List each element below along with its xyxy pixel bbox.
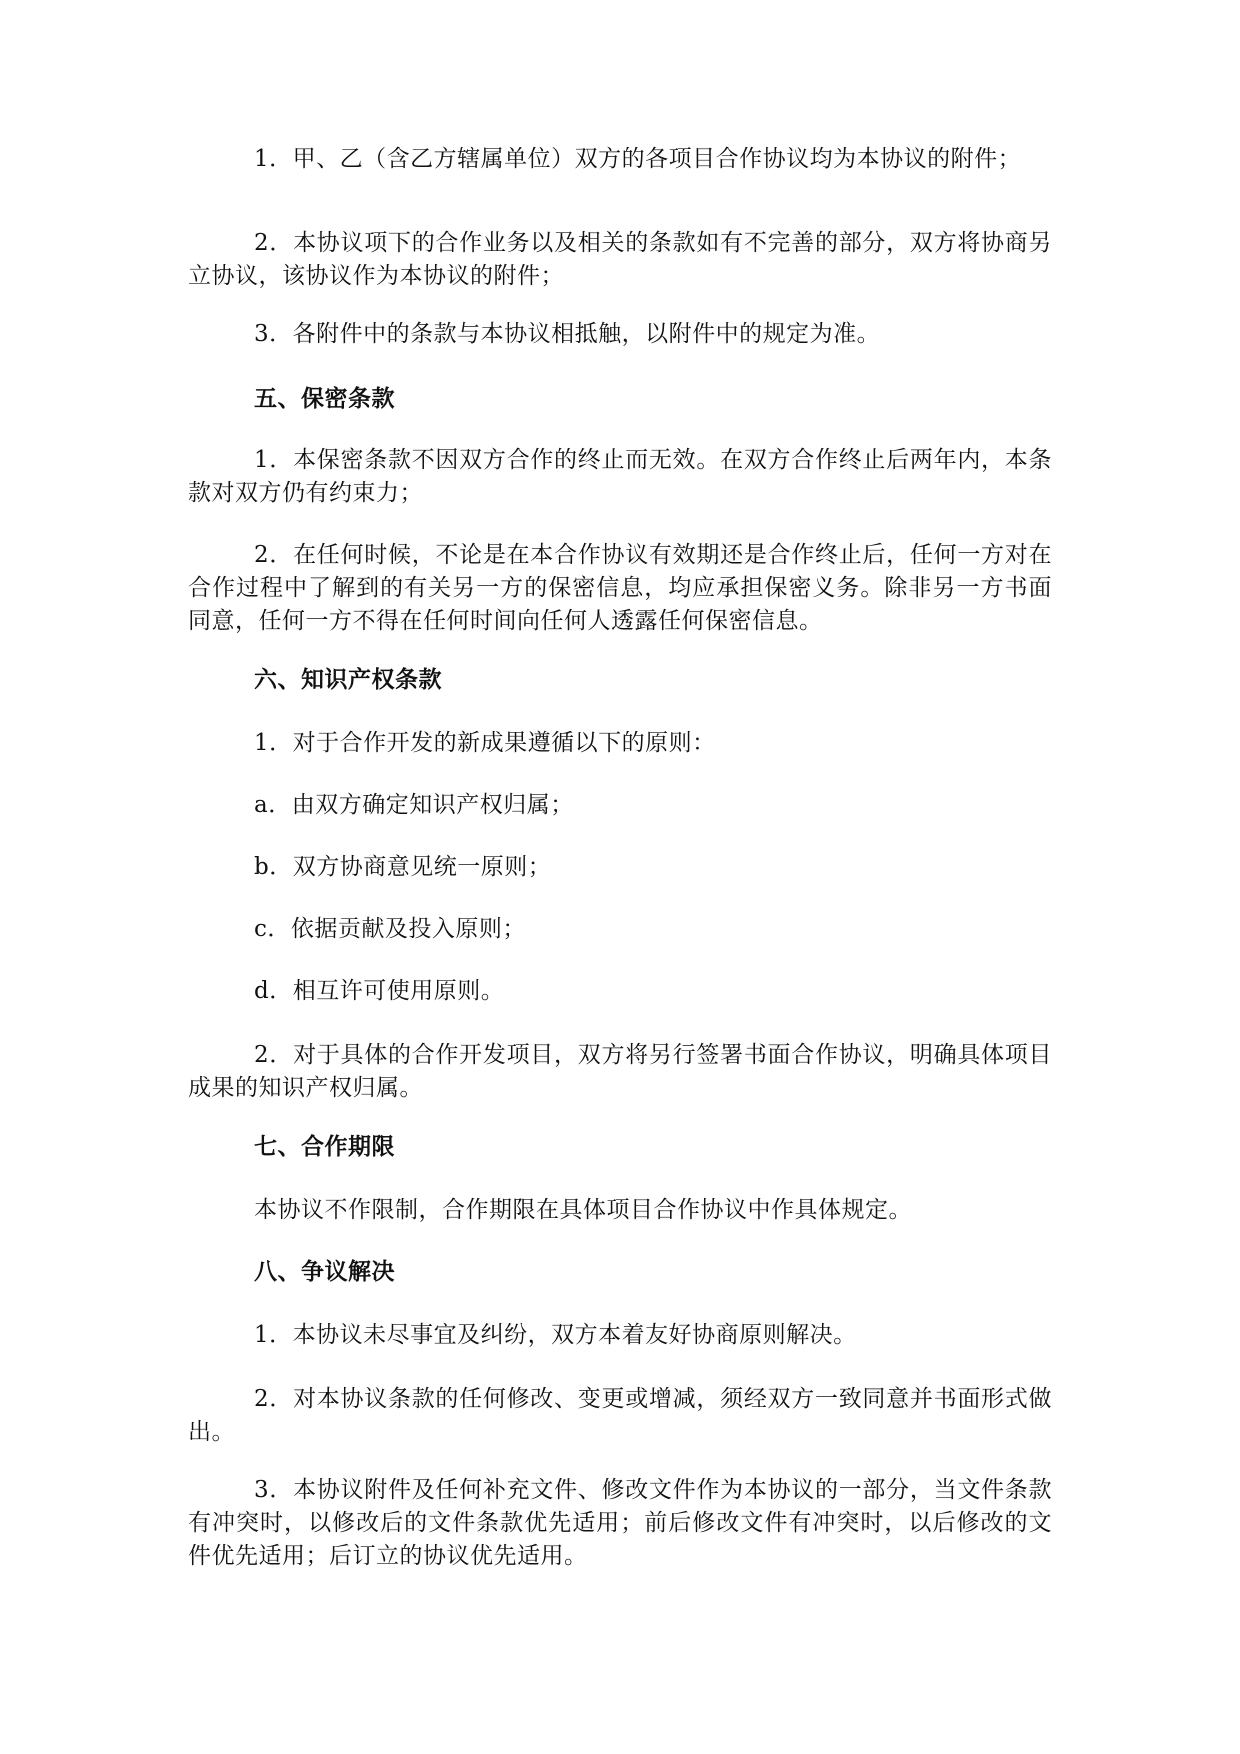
section8-item-2: 2．对本协议条款的任何修改、变更或增减，须经双方一致同意并书面形式做出。 [188,1386,1052,1445]
section8-item-1: 1．本协议未尽事宜及纠纷，双方本着友好协商原则解决。 [254,1322,857,1348]
section6-item-2: 2．对于具体的合作开发项目，双方将另行签署书面合作协议，明确具体项目成果的知识产权归属。 [188,1042,1052,1101]
section5-heading: 五、保密条款 [254,386,395,412]
section7-heading: 七、合作期限 [254,1134,395,1160]
section7-text: 本协议不作限制，合作期限在具体项目合作协议中作具体规定。 [254,1197,912,1223]
section8-item-3: 3．本协议附件及任何补充文件、修改文件作为本协议的一部分，当文件条款有冲突时，以修改后的文件条款优先适用；前后修改文件有冲突时，以后修改的文件优先适用；后订立的协议优先适用。 [188,1477,1052,1569]
section4-item-2: 2．本协议项下的合作业务以及相关的条款如有不完善的部分，双方将协商另立协议，该协议作为本协议的附件； [188,230,1052,289]
section6-heading: 六、知识产权条款 [254,667,442,693]
section6-subitem-c: c．依据贡献及投入原则； [254,916,526,942]
section6-item-1: 1．对于合作开发的新成果遵循以下的原则： [254,730,716,756]
section4-item-1: 1．甲、乙（含乙方辖属单位）双方的各项目合作协议均为本协议的附件； [254,146,1022,172]
section6-subitem-a: a．由双方确定知识产权归属； [254,792,574,818]
section8-heading: 八、争议解决 [254,1259,395,1285]
section5-item-2: 2．在任何时候，不论是在本合作协议有效期还是合作终止后，任何一方对在合作过程中了解到的有关另一方的保密信息，均应承担保密义务。除非另一方书面同意，任何一方不得在任何时间向任何人透露任何保密信息。 [188,542,1052,634]
section6-subitem-b: b．双方协商意见统一原则； [254,854,552,880]
section5-item-1: 1．本保密条款不因双方合作的终止而无效。在双方合作终止后两年内，本条款对双方仍有约束力； [188,447,1052,506]
section6-subitem-d: d．相互许可使用原则。 [254,978,505,1004]
section4-item-3: 3．各附件中的条款与本协议相抵触，以附件中的规定为准。 [254,321,881,347]
